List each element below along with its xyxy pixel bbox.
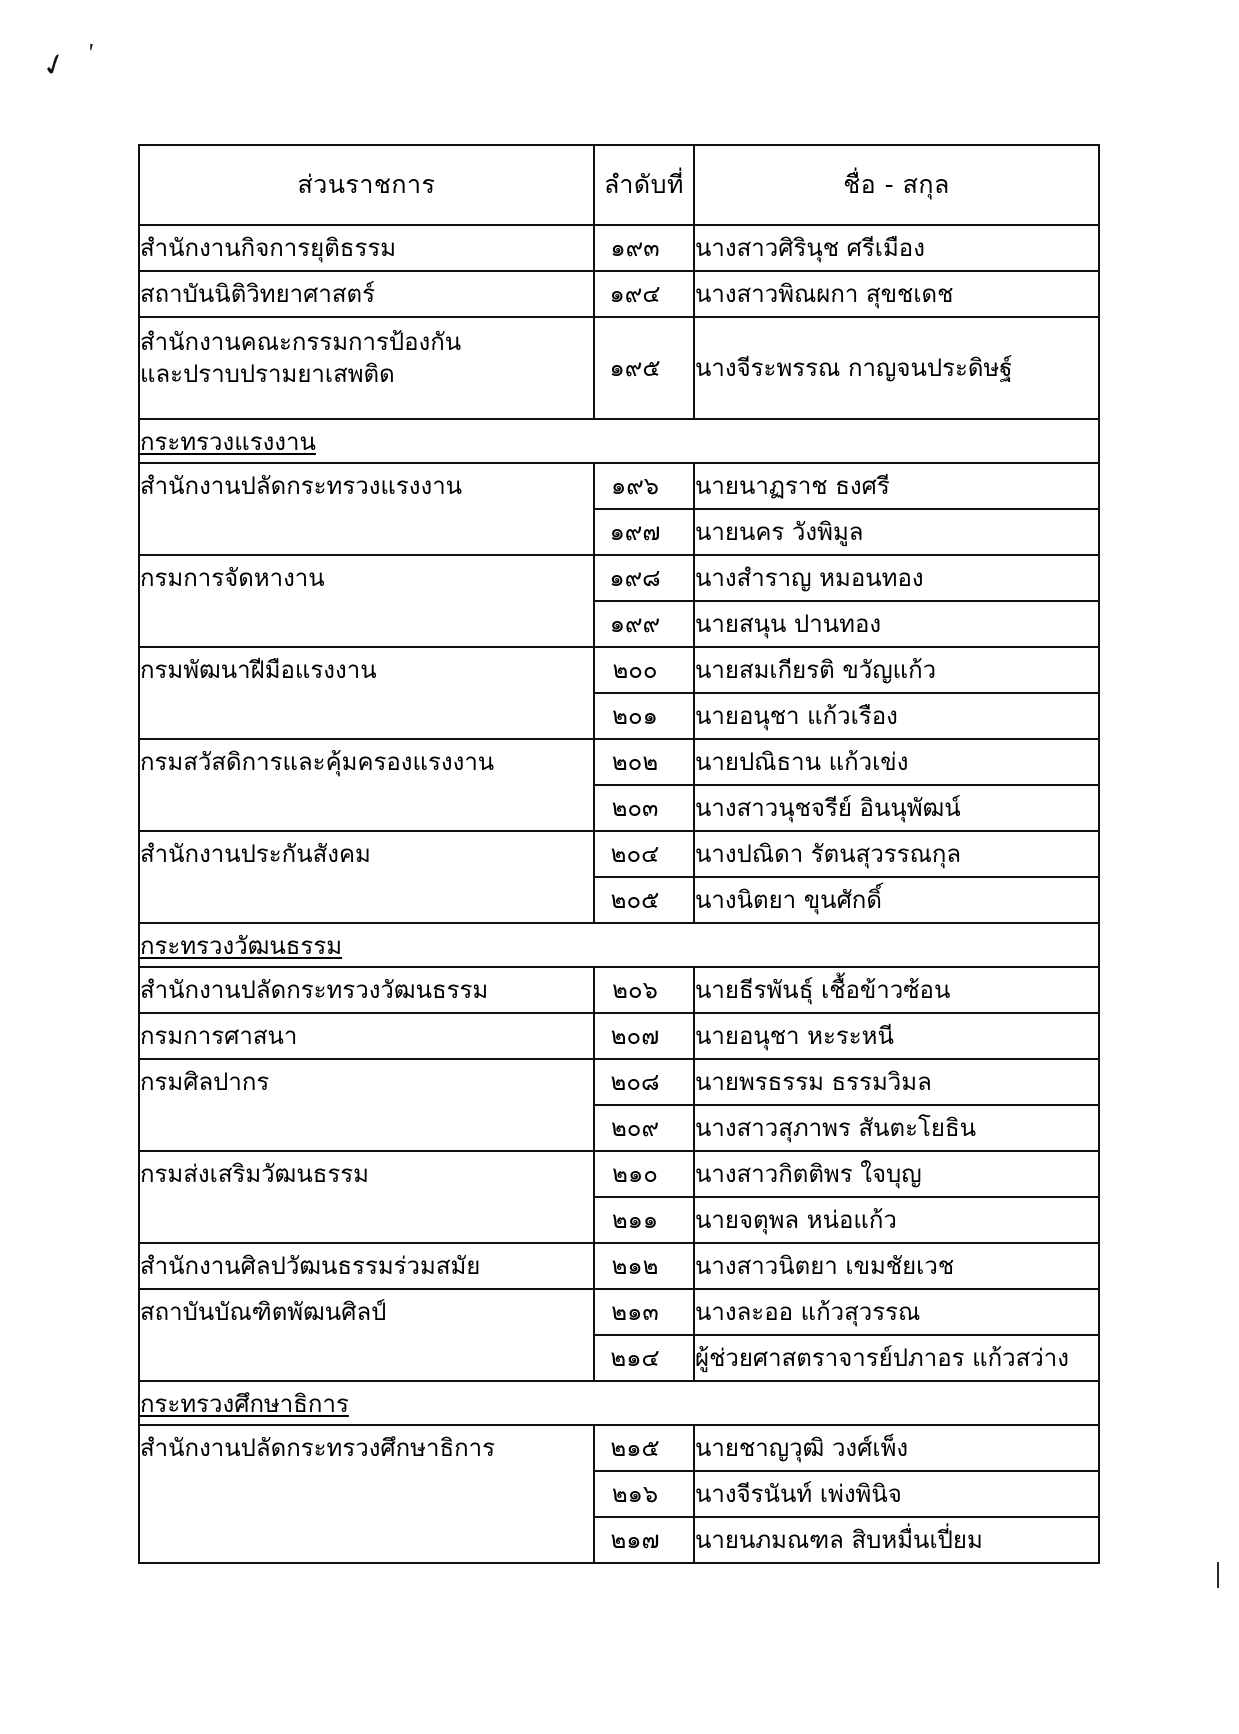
cell-department: สำนักงานปลัดกระทรวงศึกษาธิการ	[139, 1425, 594, 1471]
cell-department-continued	[139, 1335, 594, 1381]
table-row	[139, 693, 1099, 739]
ministry-heading-row	[139, 419, 1099, 463]
cell-name: นายชาญวุฒิ วงศ์เพ็ง	[694, 1425, 1099, 1471]
cell-department-continued	[139, 509, 594, 555]
table-row	[139, 509, 1099, 555]
table-row	[139, 647, 1099, 693]
cell-department: สถาบันบัณฑิตพัฒนศิลป์	[139, 1289, 594, 1335]
cell-department: สำนักงานกิจการยุติธรรม	[139, 225, 594, 271]
cell-name: นางสาวพิณผกา สุขชเดช	[694, 271, 1099, 317]
table-row	[139, 1289, 1099, 1335]
header-number: ลำดับที่	[594, 145, 694, 225]
cell-name: นางสำราญ หมอนทอง	[694, 555, 1099, 601]
table-row	[139, 463, 1099, 509]
table-row	[139, 739, 1099, 785]
cell-number: ๒๐๔	[594, 831, 694, 877]
cell-ministry	[139, 419, 1099, 463]
table-row	[139, 877, 1099, 923]
cell-number: ๒๐๙	[594, 1105, 694, 1151]
cell-number: ๒๐๕	[594, 877, 694, 923]
cell-name: นางสาวกิตติพร ใจบุญ	[694, 1151, 1099, 1197]
header-department: ส่วนราชการ	[139, 145, 594, 225]
cell-name: นางนิตยา ขุนศักดิ์	[694, 877, 1099, 923]
cell-number: ๑๙๙	[594, 601, 694, 647]
table-row	[139, 1243, 1099, 1289]
cell-department: สถาบันนิติวิทยาศาสตร์	[139, 271, 594, 317]
cell-department: สำนักงานปลัดกระทรวงแรงงาน	[139, 463, 594, 509]
cell-number: ๒๐๒	[594, 739, 694, 785]
cell-department-continued	[139, 877, 594, 923]
cell-department: กรมการจัดหางาน	[139, 555, 594, 601]
cell-number: ๑๙๓	[594, 225, 694, 271]
cell-name: ผู้ช่วยศาสตราจารย์ปภาอร แก้วสว่าง	[694, 1335, 1099, 1381]
cell-name: นายนภมณฑล สิบหมื่นเปี่ยม	[694, 1517, 1099, 1563]
cell-name: นางปณิดา รัตนสุวรรณกุล	[694, 831, 1099, 877]
cell-department: สำนักงานประกันสังคม	[139, 831, 594, 877]
cell-department-continued	[139, 1105, 594, 1151]
cell-name: นางสาวนุชจรีย์ อินนุพัฒน์	[694, 785, 1099, 831]
cell-name: นายนคร วังพิมูล	[694, 509, 1099, 555]
cell-department: กรมการศาสนา	[139, 1013, 594, 1059]
cell-number: ๒๑๗	[594, 1517, 694, 1563]
table-row	[139, 271, 1099, 317]
cell-department-continued	[139, 693, 594, 739]
cell-name: นางละออ แก้วสุวรรณ	[694, 1289, 1099, 1335]
cell-number: ๒๐๖	[594, 967, 694, 1013]
header-name: ชื่อ - สกุล	[694, 145, 1099, 225]
cell-department-continued	[139, 1517, 594, 1563]
cell-ministry	[139, 923, 1099, 967]
cell-number: ๒๑๓	[594, 1289, 694, 1335]
cell-name: นายอนุชา แก้วเรือง	[694, 693, 1099, 739]
cell-name: นายจตุพล หน่อแก้ว	[694, 1197, 1099, 1243]
table-row	[139, 1425, 1099, 1471]
scan-mark-check-icon: ✓	[37, 45, 72, 86]
ministry-label: กระทรวงแรงงาน	[140, 427, 316, 456]
cell-name: นายอนุชา หะระหนี	[694, 1013, 1099, 1059]
table-row	[139, 1059, 1099, 1105]
table-row	[139, 831, 1099, 877]
cell-number: ๑๙๗	[594, 509, 694, 555]
cell-name: นายพรธรรม ธรรมวิมล	[694, 1059, 1099, 1105]
cell-department-continued	[139, 601, 594, 647]
cell-number: ๑๙๔	[594, 271, 694, 317]
page-edge-mark	[1217, 1562, 1219, 1588]
cell-ministry	[139, 1381, 1099, 1425]
cell-number: ๒๐๓	[594, 785, 694, 831]
scan-mark-tick-icon: '	[86, 37, 95, 68]
table-row	[139, 1105, 1099, 1151]
table-row	[139, 601, 1099, 647]
table-row	[139, 225, 1099, 271]
cell-number: ๒๑๒	[594, 1243, 694, 1289]
cell-department-continued	[139, 785, 594, 831]
cell-number: ๑๙๘	[594, 555, 694, 601]
table-row	[139, 1335, 1099, 1381]
cell-name: นายสนุน ปานทอง	[694, 601, 1099, 647]
table-row	[139, 785, 1099, 831]
cell-name: นายสมเกียรติ ขวัญแก้ว	[694, 647, 1099, 693]
cell-number: ๒๐๑	[594, 693, 694, 739]
ministry-heading-row	[139, 923, 1099, 967]
cell-department: กรมสวัสดิการและคุ้มครองแรงงาน	[139, 739, 594, 785]
cell-name: นางจีระพรรณ กาญจนประดิษฐ์	[694, 317, 1099, 419]
personnel-table	[138, 144, 1100, 1564]
table-row	[139, 1197, 1099, 1243]
cell-number: ๒๑๔	[594, 1335, 694, 1381]
cell-name: นายปณิธาน แก้วเข่ง	[694, 739, 1099, 785]
cell-number: ๒๑๕	[594, 1425, 694, 1471]
cell-name: นางสาวศิรินุช ศรีเมือง	[694, 225, 1099, 271]
cell-department: กรมศิลปากร	[139, 1059, 594, 1105]
cell-department: สำนักงานปลัดกระทรวงวัฒนธรรม	[139, 967, 594, 1013]
cell-number: ๑๙๖	[594, 463, 694, 509]
cell-department: กรมส่งเสริมวัฒนธรรม	[139, 1151, 594, 1197]
department-line-1: สำนักงานคณะกรรมการป้องกัน	[140, 328, 462, 356]
ministry-label: กระทรวงวัฒนธรรม	[140, 931, 343, 960]
cell-department-continued	[139, 1197, 594, 1243]
table-row	[139, 555, 1099, 601]
cell-number: ๒๑๑	[594, 1197, 694, 1243]
cell-department-continued	[139, 1471, 594, 1517]
cell-name: นายธีรพันธุ์ เชื้อข้าวซ้อน	[694, 967, 1099, 1013]
table-row	[139, 1471, 1099, 1517]
ministry-heading-row	[139, 1381, 1099, 1425]
cell-department: สำนักงานศิลปวัฒนธรรมร่วมสมัย	[139, 1243, 594, 1289]
table-row	[139, 967, 1099, 1013]
cell-department: กรมพัฒนาฝีมือแรงงาน	[139, 647, 594, 693]
ministry-label: กระทรวงศึกษาธิการ	[140, 1389, 349, 1418]
cell-number: ๒๑๖	[594, 1471, 694, 1517]
cell-number: ๒๐๐	[594, 647, 694, 693]
cell-department	[139, 317, 594, 419]
table-row	[139, 1013, 1099, 1059]
cell-name: นางสาวสุภาพร สันตะโยธิน	[694, 1105, 1099, 1151]
cell-name: นางสาวนิตยา เขมชัยเวช	[694, 1243, 1099, 1289]
cell-number: ๒๑๐	[594, 1151, 694, 1197]
cell-name: นายนาฏราช ธงศรี	[694, 463, 1099, 509]
cell-number: ๑๙๕	[594, 317, 694, 419]
table-row	[139, 1517, 1099, 1563]
table-row	[139, 317, 1099, 419]
table-header-row	[139, 145, 1099, 225]
cell-name: นางจีรนันท์ เพ่งพินิจ	[694, 1471, 1099, 1517]
cell-number: ๒๐๘	[594, 1059, 694, 1105]
table-row	[139, 1151, 1099, 1197]
cell-number: ๒๐๗	[594, 1013, 694, 1059]
department-line-2: และปราบปรามยาเสพติด	[140, 360, 395, 389]
